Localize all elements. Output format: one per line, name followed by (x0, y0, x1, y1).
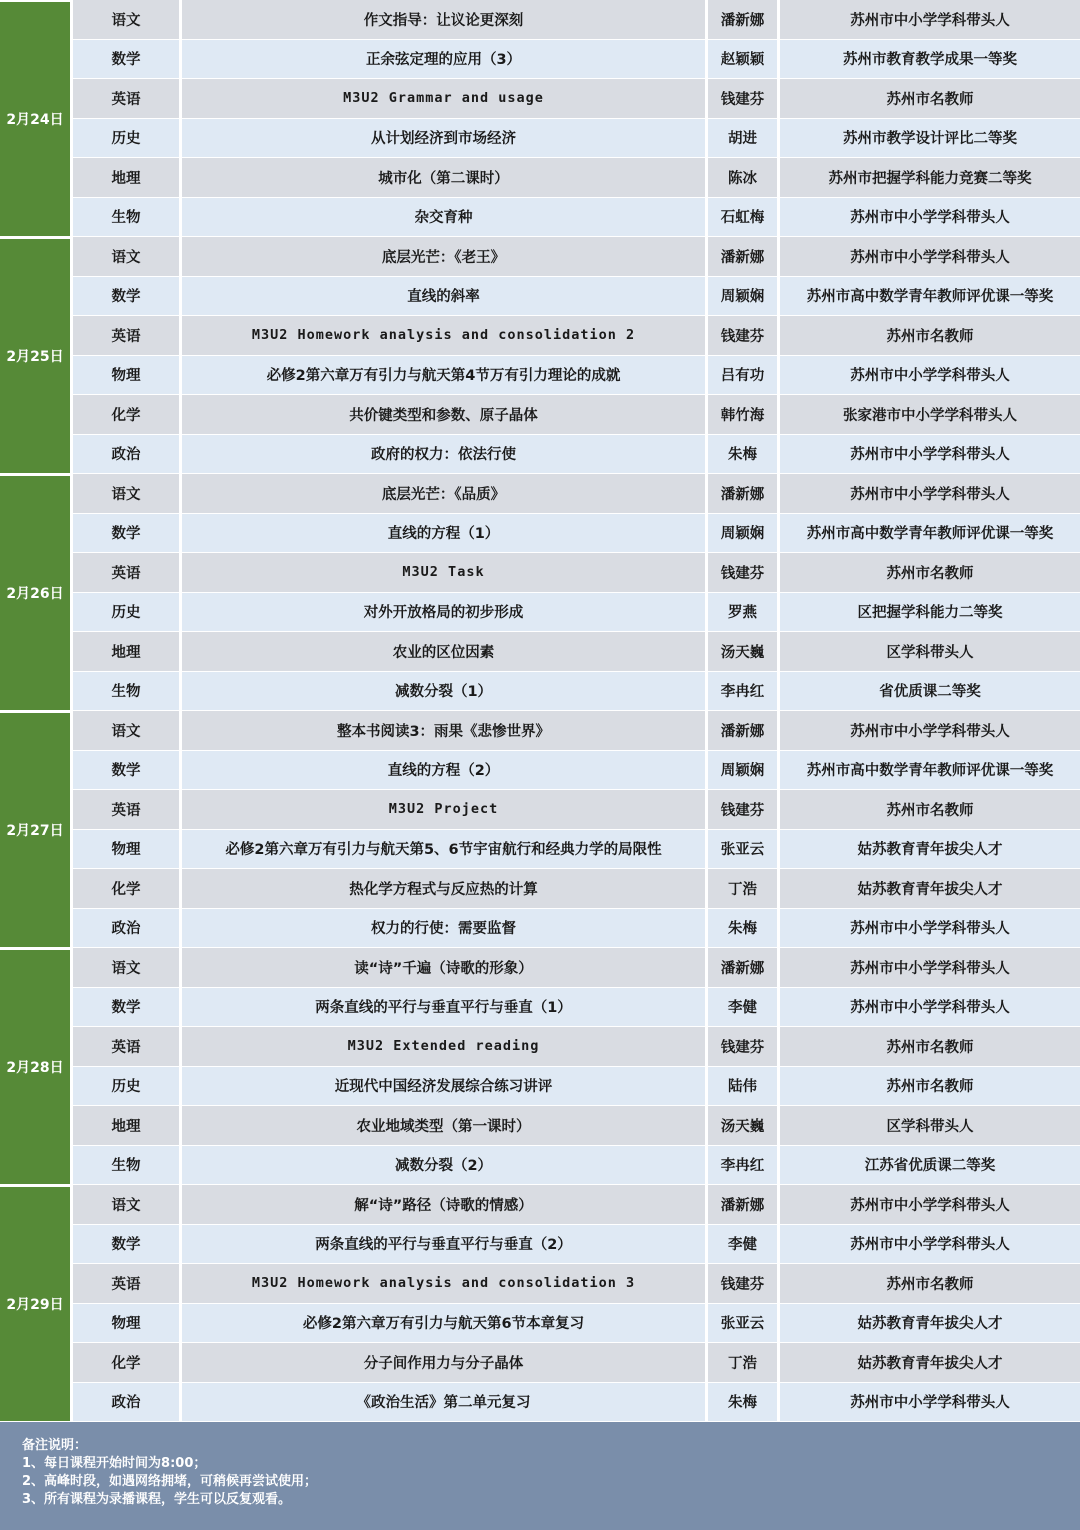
topic-cell: M3U2 Project (179, 790, 705, 829)
date-cell: 2月29日 (0, 1185, 70, 1422)
notes-line: 3、所有课程为录播课程，学生可以反复观看。 (22, 1492, 292, 1507)
table-row (70, 119, 1080, 159)
date-cell: 2月28日 (0, 948, 70, 1185)
table-row (70, 395, 1080, 435)
teacher-cell: 胡进 (705, 119, 777, 158)
teacher-cell: 张亚云 (705, 1304, 777, 1343)
topic-cell: M3U2 Homework analysis and consolidation 3 (179, 1264, 705, 1303)
award-cell: 苏州市名教师 (777, 790, 1080, 829)
subject-cell: 化学 (70, 395, 179, 434)
teacher-cell: 钱建芬 (705, 553, 777, 592)
award-cell: 江苏省优质课二等奖 (777, 1146, 1080, 1185)
teacher-cell: 罗燕 (705, 593, 777, 632)
teacher-cell: 朱梅 (705, 435, 777, 474)
table-row (70, 1185, 1080, 1225)
table-row (70, 1146, 1080, 1186)
topic-cell: 底层光芒：《老王》 (179, 237, 705, 276)
subject-cell: 数学 (70, 751, 179, 790)
subject-cell: 政治 (70, 435, 179, 474)
table-row (70, 1383, 1080, 1423)
teacher-cell: 潘新娜 (705, 948, 777, 987)
table-row (70, 1225, 1080, 1265)
table-row (70, 711, 1080, 751)
award-cell: 姑苏教育青年拔尖人才 (777, 869, 1080, 908)
topic-cell: 共价键类型和参数、原子晶体 (179, 395, 705, 434)
subject-cell: 数学 (70, 40, 179, 79)
subject-cell: 地理 (70, 632, 179, 671)
table-row (70, 593, 1080, 633)
subject-cell: 地理 (70, 1106, 179, 1145)
topic-cell: M3U2 Homework analysis and consolidation 2 (179, 316, 705, 355)
award-cell: 区学科带头人 (777, 1106, 1080, 1145)
topic-cell: 杂交育种 (179, 198, 705, 237)
table-row (70, 40, 1080, 80)
teacher-cell: 潘新娜 (705, 1185, 777, 1224)
topic-cell: 直线的方程（2） (179, 751, 705, 790)
teacher-cell: 丁浩 (705, 869, 777, 908)
date-cell: 2月24日 (0, 0, 70, 237)
award-cell: 苏州市中小学学科带头人 (777, 1185, 1080, 1224)
teacher-cell: 潘新娜 (705, 711, 777, 750)
teacher-cell: 朱梅 (705, 1383, 777, 1422)
award-cell: 苏州市高中数学青年教师评优课一等奖 (777, 277, 1080, 316)
topic-cell: 从计划经济到市场经济 (179, 119, 705, 158)
date-cell: 2月25日 (0, 237, 70, 474)
award-cell: 苏州市教学设计评比二等奖 (777, 119, 1080, 158)
topic-cell: 减数分裂（1） (179, 672, 705, 711)
award-cell: 苏州市中小学学科带头人 (777, 198, 1080, 237)
teacher-cell: 陆伟 (705, 1067, 777, 1106)
subject-cell: 语文 (70, 711, 179, 750)
table-row (70, 514, 1080, 554)
date-cell: 2月27日 (0, 711, 70, 948)
award-cell: 苏州市高中数学青年教师评优课一等奖 (777, 751, 1080, 790)
teacher-cell: 石虹梅 (705, 198, 777, 237)
table-row (70, 356, 1080, 396)
award-cell: 苏州市名教师 (777, 1067, 1080, 1106)
teacher-cell: 钱建芬 (705, 1027, 777, 1066)
subject-cell: 生物 (70, 1146, 179, 1185)
award-cell: 苏州市高中数学青年教师评优课一等奖 (777, 514, 1080, 553)
topic-cell: 读“诗”千遍（诗歌的形象） (179, 948, 705, 987)
award-cell: 苏州市教育教学成果一等奖 (777, 40, 1080, 79)
subject-cell: 历史 (70, 119, 179, 158)
notes-title: 备注说明： (22, 1438, 88, 1453)
award-cell: 苏州市中小学学科带头人 (777, 435, 1080, 474)
table-row (70, 0, 1080, 40)
day-group (0, 237, 1080, 474)
table-row (70, 553, 1080, 593)
table-row (70, 632, 1080, 672)
topic-cell: 必修2第六章万有引力与航天第4节万有引力理论的成就 (179, 356, 705, 395)
teacher-cell: 张亚云 (705, 830, 777, 869)
date-cell: 2月26日 (0, 474, 70, 711)
day-group (0, 711, 1080, 948)
subject-cell: 化学 (70, 869, 179, 908)
table-row (70, 435, 1080, 475)
table-row (70, 237, 1080, 277)
award-cell: 姑苏教育青年拔尖人才 (777, 1343, 1080, 1382)
award-cell: 苏州市名教师 (777, 1027, 1080, 1066)
teacher-cell: 吕有功 (705, 356, 777, 395)
teacher-cell: 朱梅 (705, 909, 777, 948)
teacher-cell: 赵颖颖 (705, 40, 777, 79)
table-row (70, 198, 1080, 238)
topic-cell: 分子间作用力与分子晶体 (179, 1343, 705, 1382)
notes-line: 1、每日课程开始时间为8:00； (22, 1456, 207, 1471)
award-cell: 苏州市中小学学科带头人 (777, 237, 1080, 276)
table-row (70, 158, 1080, 198)
topic-cell: 必修2第六章万有引力与航天第5、6节宇宙航行和经典力学的局限性 (179, 830, 705, 869)
subject-cell: 英语 (70, 1027, 179, 1066)
table-row (70, 316, 1080, 356)
award-cell: 苏州市中小学学科带头人 (777, 909, 1080, 948)
award-cell: 苏州市中小学学科带头人 (777, 948, 1080, 987)
teacher-cell: 李健 (705, 1225, 777, 1264)
table-row (70, 751, 1080, 791)
teacher-cell: 李冉红 (705, 672, 777, 711)
teacher-cell: 钱建芬 (705, 79, 777, 118)
table-row (70, 1343, 1080, 1383)
topic-cell: 政府的权力：依法行使 (179, 435, 705, 474)
topic-cell: 必修2第六章万有引力与航天第6节本章复习 (179, 1304, 705, 1343)
table-row (70, 1106, 1080, 1146)
subject-cell: 化学 (70, 1343, 179, 1382)
award-cell: 苏州市名教师 (777, 1264, 1080, 1303)
topic-cell: 城市化（第二课时） (179, 158, 705, 197)
table-row (70, 1027, 1080, 1067)
table-row (70, 869, 1080, 909)
topic-cell: 直线的方程（1） (179, 514, 705, 553)
award-cell: 姑苏教育青年拔尖人才 (777, 1304, 1080, 1343)
teacher-cell: 汤天巍 (705, 1106, 777, 1145)
topic-cell: M3U2 Grammar and usage (179, 79, 705, 118)
award-cell: 苏州市中小学学科带头人 (777, 474, 1080, 513)
subject-cell: 数学 (70, 988, 179, 1027)
subject-cell: 英语 (70, 79, 179, 118)
subject-cell: 语文 (70, 237, 179, 276)
subject-cell: 英语 (70, 316, 179, 355)
subject-cell: 语文 (70, 948, 179, 987)
topic-cell: M3U2 Extended reading (179, 1027, 705, 1066)
table-row (70, 988, 1080, 1028)
notes-panel (0, 1422, 1080, 1530)
subject-cell: 英语 (70, 553, 179, 592)
teacher-cell: 钱建芬 (705, 316, 777, 355)
teacher-cell: 周颖娴 (705, 751, 777, 790)
table-row (70, 79, 1080, 119)
teacher-cell: 韩竹海 (705, 395, 777, 434)
teacher-cell: 陈冰 (705, 158, 777, 197)
subject-cell: 英语 (70, 1264, 179, 1303)
subject-cell: 英语 (70, 790, 179, 829)
day-group (0, 948, 1080, 1185)
topic-cell: 直线的斜率 (179, 277, 705, 316)
table-row (70, 1264, 1080, 1304)
day-group (0, 0, 1080, 237)
topic-cell: 减数分裂（2） (179, 1146, 705, 1185)
subject-cell: 数学 (70, 1225, 179, 1264)
table-row (70, 790, 1080, 830)
topic-cell: 作文指导：让议论更深刻 (179, 0, 705, 39)
topic-cell: 热化学方程式与反应热的计算 (179, 869, 705, 908)
subject-cell: 语文 (70, 1185, 179, 1224)
teacher-cell: 潘新娜 (705, 0, 777, 39)
award-cell: 苏州市名教师 (777, 316, 1080, 355)
subject-cell: 生物 (70, 198, 179, 237)
award-cell: 苏州市中小学学科带头人 (777, 988, 1080, 1027)
subject-cell: 政治 (70, 909, 179, 948)
award-cell: 苏州市名教师 (777, 553, 1080, 592)
teacher-cell: 周颖娴 (705, 277, 777, 316)
award-cell: 姑苏教育青年拔尖人才 (777, 830, 1080, 869)
table-row (70, 474, 1080, 514)
table-row (70, 948, 1080, 988)
table-row (70, 672, 1080, 712)
table-row (70, 1067, 1080, 1107)
subject-cell: 物理 (70, 356, 179, 395)
topic-cell: 两条直线的平行与垂直平行与垂直（2） (179, 1225, 705, 1264)
topic-cell: M3U2 Task (179, 553, 705, 592)
topic-cell: 《政治生活》第二单元复习 (179, 1383, 705, 1422)
table-row (70, 1304, 1080, 1344)
teacher-cell: 潘新娜 (705, 474, 777, 513)
award-cell: 苏州市名教师 (777, 79, 1080, 118)
award-cell: 张家港市中小学学科带头人 (777, 395, 1080, 434)
table-row (70, 830, 1080, 870)
day-group (0, 1185, 1080, 1422)
topic-cell: 权力的行使：需要监督 (179, 909, 705, 948)
topic-cell: 底层光芒：《品质》 (179, 474, 705, 513)
table-row (70, 909, 1080, 949)
subject-cell: 物理 (70, 1304, 179, 1343)
topic-cell: 整本书阅读3：雨果《悲惨世界》 (179, 711, 705, 750)
topic-cell: 农业的区位因素 (179, 632, 705, 671)
table-row (70, 277, 1080, 317)
topic-cell: 农业地域类型（第一课时） (179, 1106, 705, 1145)
award-cell: 苏州市中小学学科带头人 (777, 0, 1080, 39)
award-cell: 苏州市中小学学科带头人 (777, 356, 1080, 395)
subject-cell: 数学 (70, 514, 179, 553)
subject-cell: 数学 (70, 277, 179, 316)
teacher-cell: 汤天巍 (705, 632, 777, 671)
teacher-cell: 周颖娴 (705, 514, 777, 553)
subject-cell: 语文 (70, 474, 179, 513)
teacher-cell: 钱建芬 (705, 1264, 777, 1303)
topic-cell: 解“诗”路径（诗歌的情感） (179, 1185, 705, 1224)
award-cell: 苏州市把握学科能力竞赛二等奖 (777, 158, 1080, 197)
subject-cell: 生物 (70, 672, 179, 711)
day-group (0, 474, 1080, 711)
award-cell: 区把握学科能力二等奖 (777, 593, 1080, 632)
subject-cell: 政治 (70, 1383, 179, 1422)
teacher-cell: 钱建芬 (705, 790, 777, 829)
award-cell: 省优质课二等奖 (777, 672, 1080, 711)
subject-cell: 语文 (70, 0, 179, 39)
subject-cell: 历史 (70, 593, 179, 632)
award-cell: 区学科带头人 (777, 632, 1080, 671)
subject-cell: 地理 (70, 158, 179, 197)
topic-cell: 两条直线的平行与垂直平行与垂直（1） (179, 988, 705, 1027)
award-cell: 苏州市中小学学科带头人 (777, 1383, 1080, 1422)
subject-cell: 物理 (70, 830, 179, 869)
topic-cell: 近现代中国经济发展综合练习讲评 (179, 1067, 705, 1106)
topic-cell: 对外开放格局的初步形成 (179, 593, 705, 632)
teacher-cell: 潘新娜 (705, 237, 777, 276)
teacher-cell: 李健 (705, 988, 777, 1027)
teacher-cell: 丁浩 (705, 1343, 777, 1382)
award-cell: 苏州市中小学学科带头人 (777, 1225, 1080, 1264)
award-cell: 苏州市中小学学科带头人 (777, 711, 1080, 750)
notes-line: 2、高峰时段，如遇网络拥堵，可稍候再尝试使用； (22, 1474, 318, 1489)
subject-cell: 历史 (70, 1067, 179, 1106)
topic-cell: 正余弦定理的应用（3） (179, 40, 705, 79)
teacher-cell: 李冉红 (705, 1146, 777, 1185)
